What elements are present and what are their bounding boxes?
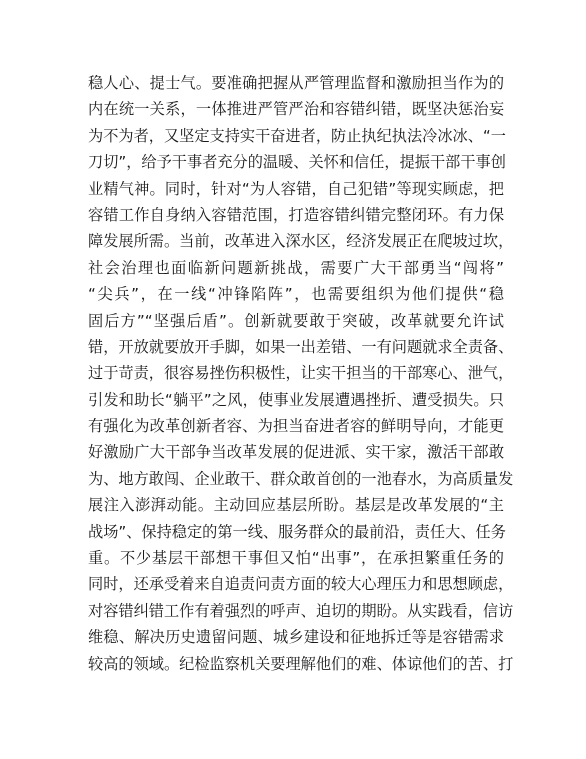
text-line: 稳人心、提士气。要准确把握从严管理监督和激励担当作为的 (88, 74, 504, 92)
text-line: 内在统一关系，一体推进严管严治和容错纠错，既坚决惩治妄 (88, 100, 504, 119)
body-text (88, 70, 514, 677)
text-line: 战场”、保持稳定的第一线、服务群众的最前沿，责任大、任务 (88, 522, 506, 541)
text-line: 固后方”“坚强后盾”。创新就要敢于突破，改革就要允许试 (88, 311, 504, 330)
text-line: “尖兵”，在一线“冲锋陷阵”，也需要组织为他们提供“稳 (88, 285, 504, 304)
text-line: 同时，还承受着来自追责问责方面的较大心理压力和思想顾虑， (88, 575, 514, 594)
text-line: 维稳、解决历史遗留问题、城乡建设和征地拆迁等是容错需求 (88, 628, 504, 647)
text-line: 障发展所需。当前，改革进入深水区，经济发展正在爬坡过坎， (88, 232, 514, 251)
text-line: 刀切”，给予干事者充分的温暖、关怀和信任，提振干部干事创 (88, 153, 506, 172)
text-line: 社会治理也面临新问题新挑战，需要广大干部勇当“闯将” (88, 258, 504, 277)
text-line: 为不为者，又坚定支持实干奋进者，防止执纪执法冷冰冰、“一 (88, 126, 506, 145)
text-line: 错，开放就要放开手脚，如果一出差错、一有问题就求全责备、 (88, 337, 514, 356)
text-line: 引发和助长“躺平”之风，使事业发展遭遇挫折、遭受损失。只 (88, 390, 504, 409)
text-line: 展注入澎湃动能。主动回应基层所盼。基层是改革发展的“主 (88, 496, 504, 515)
text-line: 业精气神。同时，针对“为人容错，自己犯错”等现实顾虑，把 (88, 179, 504, 198)
text-line: 为、地方敢闯、企业敢干、群众敢首创的一池春水，为高质量发 (88, 469, 514, 488)
text-line: 好激励广大干部争当改革发展的促进派、实干家，激活干部敢 (88, 443, 504, 462)
text-line: 过于苛责，很容易挫伤积极性，让实干担当的干部寒心、泄气， (88, 364, 514, 383)
text-line: 容错工作自身纳入容错范围，打造容错纠错完整闭环。有力保 (88, 205, 504, 224)
text-line: 有强化为改革创新者容、为担当奋进者容的鲜明导向，才能更 (88, 417, 504, 436)
text-line: 较高的领域。纪检监察机关要理解他们的难、体谅他们的苦、打 (88, 654, 514, 673)
text-line: 对容错纠错工作有着强烈的呼声、迫切的期盼。从实践看，信访 (88, 601, 514, 620)
text-line: 重。不少基层干部想干事但又怕“出事”，在承担繁重任务的 (88, 549, 504, 568)
